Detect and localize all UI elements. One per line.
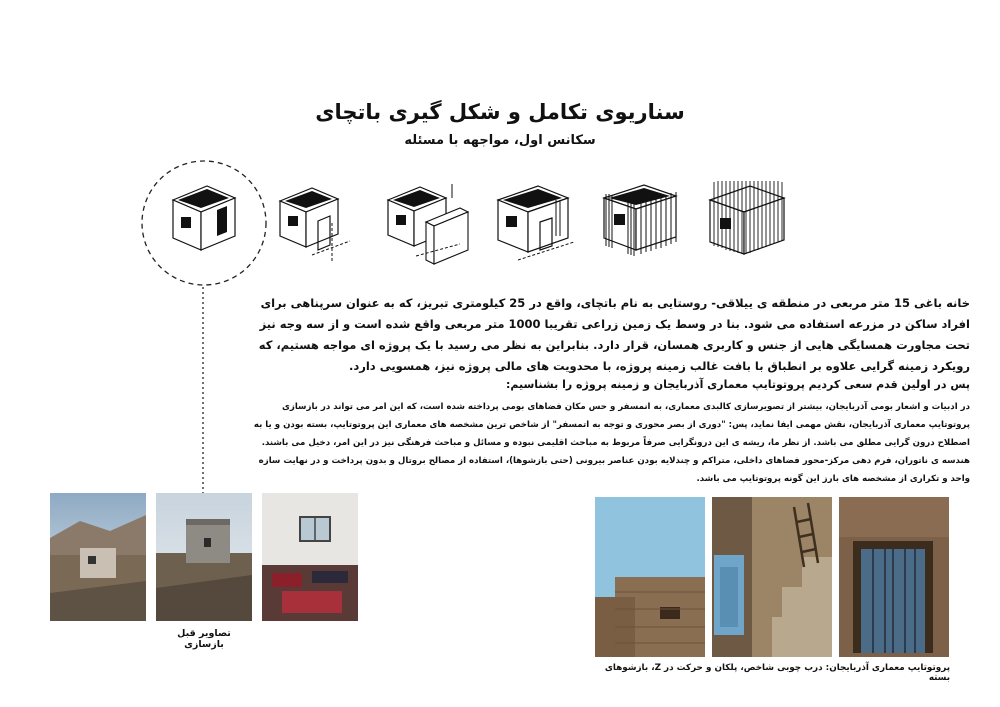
stage-2-cube (272, 183, 362, 268)
intro-paragraph: خانه باغی 15 متر مربعی در منطقه ی ییلاقی- روستایی به نام باتچای، واقع در 25 کیلومتری تبریز، که به عنوان سرپناهی برای افراد ساکن در مزرعه استفاده می شود. بنا در وسط یک زمین زراعی تقریبا 1000 متر مربعی واقع شده است و از سه وجه نیز تحت مجاورت همسایگی هایی از جنس و کاربری همسان، قرار دارد. بنابراین به نظر می رسید با یک پروژه ای مواجه هستیم، که رویکرد زمینه گرایی علاوه بر انطباق با بافت غالب زمینه پروژه، با محدویت های مالی پروژه نیز، همسویی دارد. (258, 296, 970, 373)
page-title: سناریوی تکامل و شکل گیری باتچای (315, 100, 685, 124)
stage-4-cube (488, 180, 583, 270)
page-subtitle: سکانس اول، مواجهه با مسئله (404, 133, 596, 148)
connector-line (200, 287, 206, 493)
before-photo-exterior-near (156, 493, 252, 621)
stage-1-cube (165, 180, 245, 260)
before-photo-exterior-far (50, 493, 146, 621)
prototype-paragraph: در ادبیات و اشعار بومی آذربایجان، بیشتر از تصویرسازی کالبدی معماری، به انمسفر و حس مکان فضاهای بومی پرداخته شده است، که این امر می تواند در بازسازی پروتوتایپ معماری آذربایجان، نقش مهمی ایفا نماید، پس: "دوری از بصر محوری و توجه به اتمسفر" از شاخص ترین مشخصه های معماری این پروتوتایپ، بسته بودن و یا به اصطلاح درون گرایی مطلق می باشد. از نظر ما، ریشه ی این درونگرایی صرفاً مربوط به مباحث اقلیمی نبوده و مسائل و مباحث فرهنگی نیز در این امر، دخیل می باشند. هندسه ی ناتوران، فرم دهی مرکز-محور فضاهای داخلی، متراکم و چندلایه بودن عناصر بیرونی (حتی بازشوها)، استفاده از مصالح بروتال و بدون پرداخت و در نهایت سازه واحد و تکراری از مشخصه های بارز این گونه پروتوتایپ می باشد. (253, 402, 970, 484)
stage-3-cube (380, 180, 475, 272)
stage-6-cube (700, 178, 795, 270)
before-caption: تصاویر قبل بازسازی (177, 628, 231, 650)
stage-5-cube (594, 180, 689, 265)
lead-sentence: پس در اولین قدم سعی کردیم پروتوتایپ معماری آذربایجان و زمینه پروژه را بشناسیم: (505, 378, 970, 391)
prototype-caption: پروتوتایپ معماری آذربایجان: درب چوبی شاخص، پلکان و حرکت در Z، بازشوهای بسته (604, 663, 950, 683)
prototype-photo-wooden-door (839, 497, 949, 657)
prototype-photo-adobe-wall (595, 497, 705, 657)
prototype-photo-stairs (712, 497, 832, 657)
before-photo-interior (262, 493, 358, 621)
